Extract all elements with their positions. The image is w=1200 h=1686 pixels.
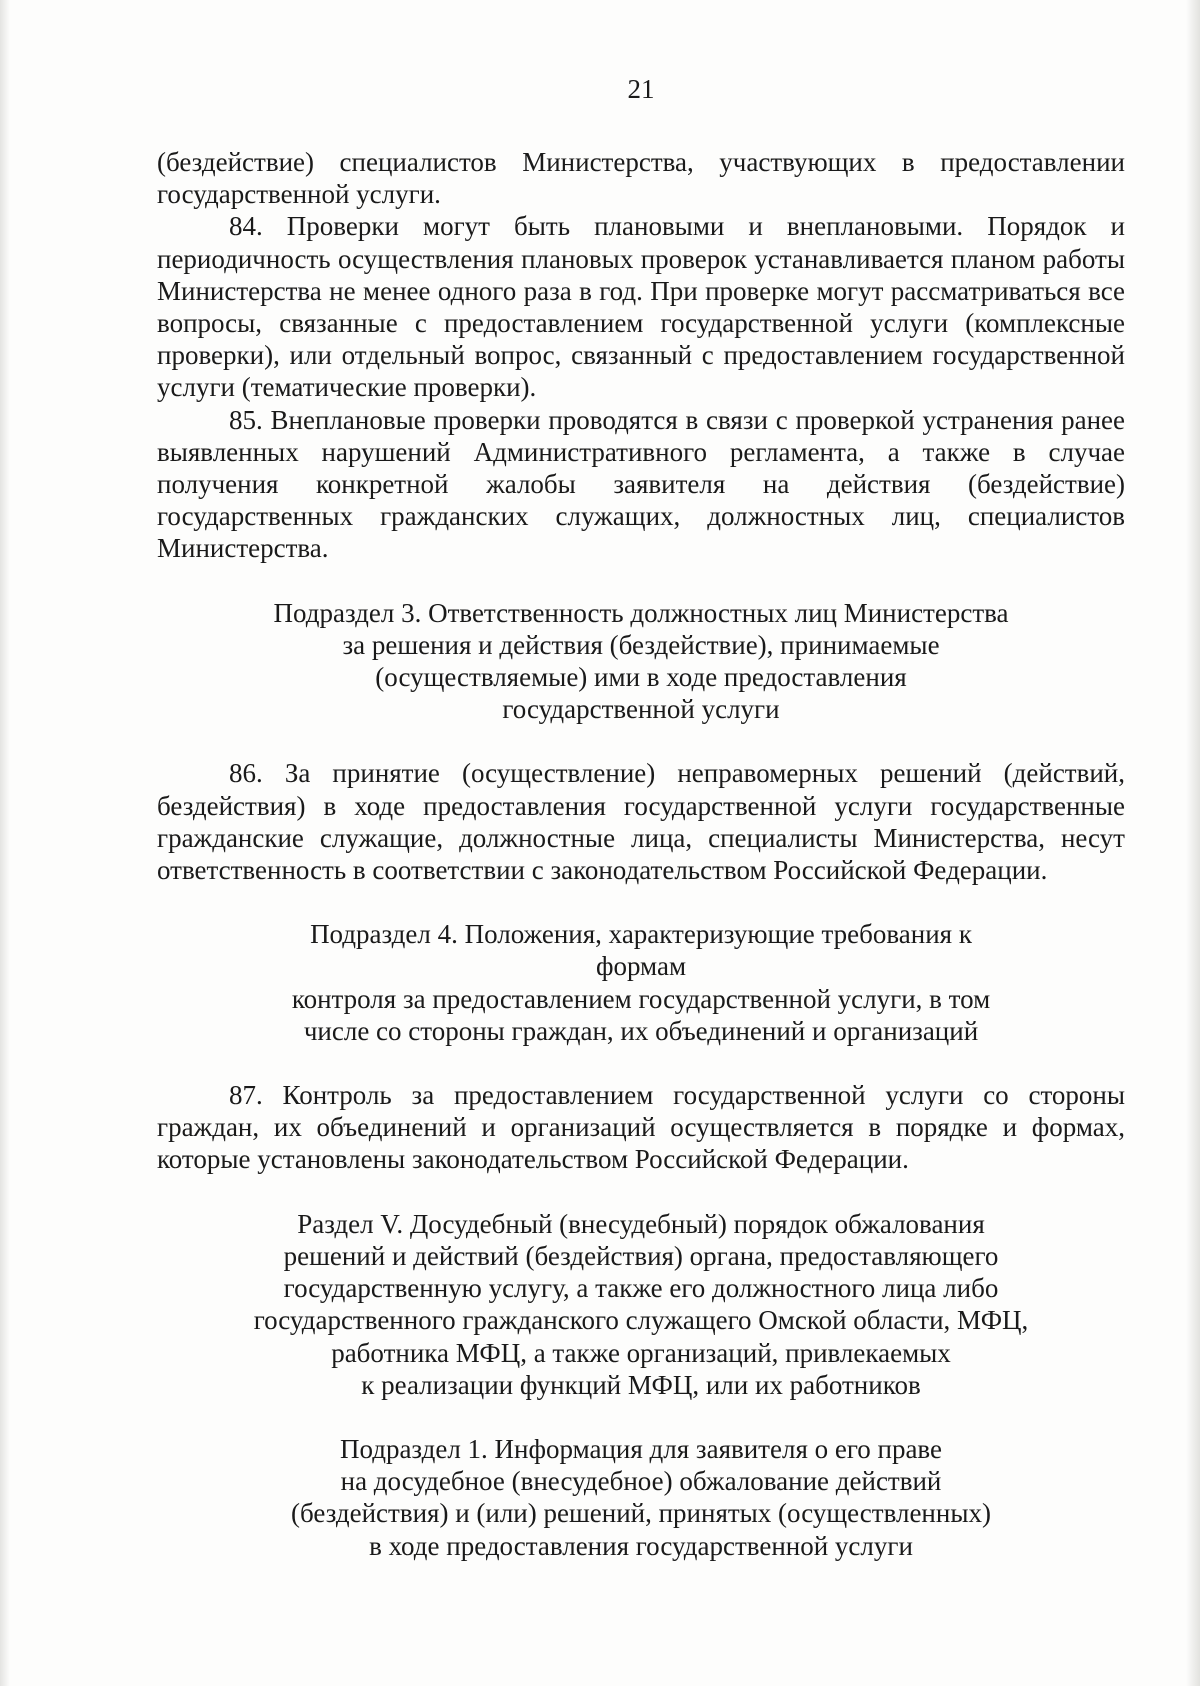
heading-line: государственного гражданского служащего Омской области, МФЦ, — [253, 1305, 1029, 1336]
subsection-4-heading — [157, 918, 1125, 1047]
heading-line: к реализации функций МФЦ, или их работников — [361, 1369, 921, 1400]
heading-line: (бездействия) и (или) решений, принятых (осуществленных) — [291, 1498, 991, 1529]
heading-line: государственной услуги — [502, 694, 780, 725]
scan-edge-left — [0, 0, 10, 1686]
heading-line: государственную услугу, а также его должностного лица либо — [283, 1273, 999, 1304]
subsection-3-heading — [157, 597, 1125, 726]
section-5-heading — [157, 1208, 1125, 1401]
spacer — [157, 886, 1125, 918]
heading-line: контроля за предоставлением государственной услуги, в том — [291, 983, 991, 1014]
heading-line: в ходе предоставления государственной услуги — [369, 1530, 913, 1561]
spacer — [157, 1401, 1125, 1433]
heading-line: Подраздел 3. Ответственность должностных лиц Министерства — [273, 597, 1009, 628]
paragraph-84: 84. Проверки могут быть плановыми и внеплановыми. Порядок и периодичность осуществления плановых проверок устанавливается планом работы Министерства не менее одного раза в год. При проверке могут рассматриваться все вопросы, связанные с предоставлением государственной услуги (комплексные проверки), или отдельный вопрос, связанный с предоставлением государственной услуги (тематические проверки). — [157, 211, 1125, 403]
heading-line: на досудебное (внесудебное) обжалование действий — [340, 1466, 942, 1497]
page-number: 21 — [627, 74, 655, 104]
subsection-1-heading — [157, 1433, 1125, 1562]
heading-line: Раздел V. Досудебный (внесудебный) порядок обжалования — [297, 1208, 985, 1239]
paragraph-87: 87. Контроль за предоставлением государственной услуги со стороны граждан, их объединений и организаций осуществляется в порядке и формах, которые установлены законодательством Российской Федерации. — [157, 1080, 1125, 1175]
heading-line: решений и действий (бездействия) органа, предоставляющего — [283, 1240, 999, 1271]
paragraph-85: 85. Внеплановые проверки проводятся в связи с проверкой устранения ранее выявленных нарушений Административного регламента, а также в случае получения конкретной жалобы заявителя на действия (бездействие) государственных гражданских служащих, должностных лиц, специалистов Министерства. — [157, 404, 1125, 564]
heading-line: за решения и действия (бездействие), принимаемые — [342, 629, 940, 660]
spacer — [157, 725, 1125, 757]
heading-line: Подраздел 4. Положения, характеризующие требования к формам — [310, 919, 972, 982]
document-body — [157, 146, 1125, 1562]
paragraph-86: 86. За принятие (осуществление) неправомерных решений (действий, бездействия) в ходе предоставления государственной услуги государственные гражданские служащие, должностные лица, специалисты Министерства, несут ответственность в соответствии с законодательством Российской Федерации. — [157, 758, 1125, 886]
heading-line: работника МФЦ, а также организаций, привлекаемых — [331, 1337, 951, 1368]
paragraph-continuation: (бездействие) специалистов Министерства, участвующих в предоставлении государственной услуги. — [157, 147, 1125, 210]
spacer — [157, 565, 1125, 597]
heading-line: (осуществляемые) ими в ходе предоставления — [375, 662, 907, 693]
heading-line: Подраздел 1. Информация для заявителя о его праве — [339, 1433, 942, 1464]
scan-edge-right — [1186, 0, 1200, 1686]
heading-line: числе со стороны граждан, их объединений и организаций — [303, 1015, 979, 1046]
spacer — [157, 1176, 1125, 1208]
spacer — [157, 1047, 1125, 1079]
